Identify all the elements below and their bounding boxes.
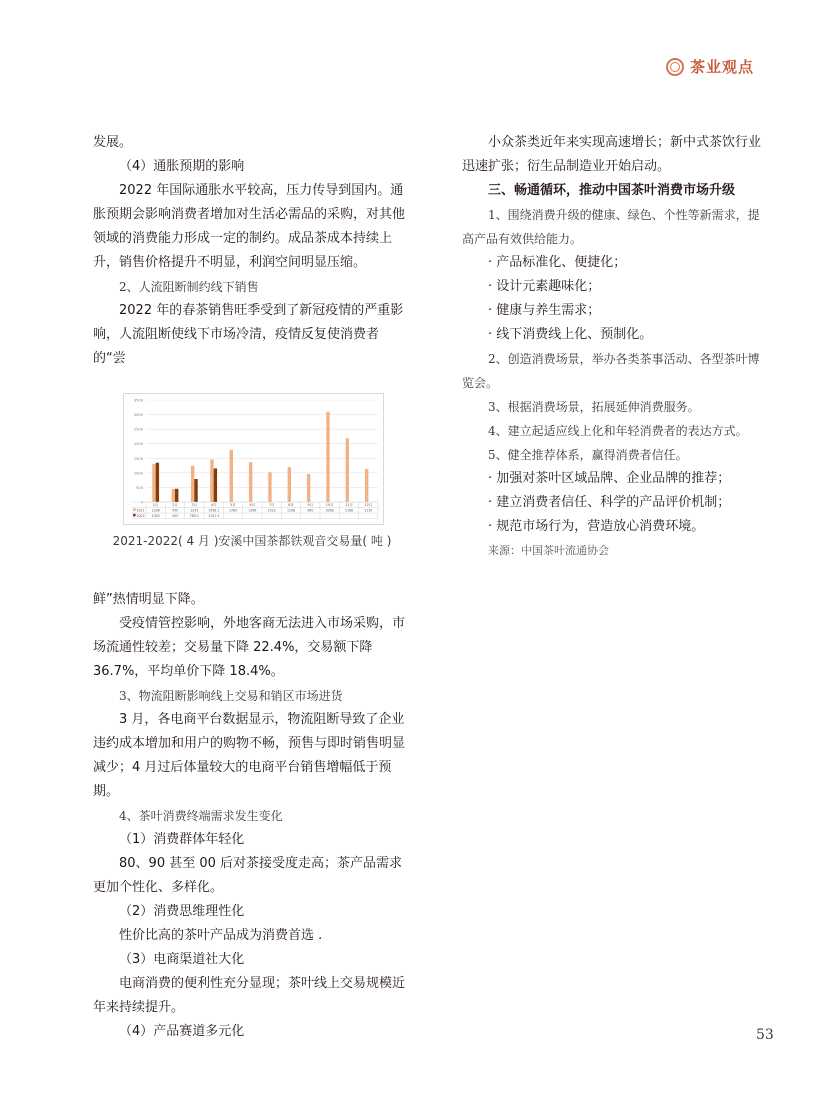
y-tick-label: 3500 [133, 398, 143, 403]
x-tick-label: 12月 [364, 503, 373, 507]
paragraph: （4）通胀预期的影响 [119, 159, 245, 174]
left-column-top [93, 131, 411, 371]
bar-2021-9月 [307, 474, 310, 502]
left-column-bottom [93, 588, 411, 1044]
paragraph: 2022 年国际通胀水平较高，压力传导到国内。通胀预期会影响消费者增加对生活必需品的采购，对其他领域的消费能力形成一定的制约。成品茶成本持续上升，销售价格提升不明显，利润空间明显压缩。 [93, 183, 406, 270]
bar-2022-2月 [175, 489, 178, 502]
bar-2021-11月 [346, 438, 349, 502]
data-table-cell: 1022 [267, 508, 276, 513]
bar-2021-7月 [268, 472, 271, 502]
data-table-cell: 1366 [248, 508, 257, 513]
bar-2021-5月 [230, 450, 233, 502]
y-tick-label: 2000 [133, 442, 143, 447]
legend-swatch [133, 508, 136, 511]
data-table-cell: 453 [171, 514, 179, 518]
x-tick-label: 3月 [191, 503, 198, 507]
paragraph: 80、90 甚至 00 后对茶接受度走高；茶产品需求更加个性化、多样化。 [93, 856, 403, 895]
paragraph: · 线下消费线上化、预制化。 [488, 327, 653, 342]
bar-2021-2月 [172, 489, 175, 502]
bar-2021-8月 [288, 467, 291, 502]
bar-2021-1月 [152, 464, 155, 502]
y-tick-label: 500 [136, 485, 143, 490]
paragraph: 鲜”热情明显下降。 [93, 592, 204, 607]
section-title: 茶业观点 [690, 58, 755, 76]
bar-2022-3月 [194, 479, 197, 502]
paragraph: 5、健全推荐体系，赢得消费者信任。 [488, 448, 688, 462]
paragraph: 受疫情管控影响，外地客商无法进入市场采购，市场流通性较差；交易量下降 22.4%，交易额下降 36.7%，平均单价下降 18.4%。 [93, 616, 406, 679]
x-tick-label: 2月 [172, 503, 178, 507]
data-table-cell: 960 [307, 508, 314, 513]
bar-2021-10月 [326, 412, 329, 502]
x-tick-label: 4月 [210, 503, 217, 507]
paragraph: 三、畅通循环，推动中国茶叶消费市场升级 [488, 183, 736, 198]
bar-2021-12月 [365, 469, 368, 502]
data-table-cell: 2186 [344, 508, 354, 513]
paragraph: · 产品标准化、便捷化； [488, 255, 627, 270]
y-tick-label: 2500 [133, 427, 143, 432]
paragraph: 4、建立起适应线上化和年轻消费者的表达方式。 [488, 424, 748, 438]
paragraph: 发展。 [93, 135, 133, 150]
data-table-cell: 1298 [151, 508, 160, 513]
bar-2022-1月 [156, 463, 159, 502]
paragraph: 3、物流阻断影响线上交易和销区市场进货 [119, 689, 343, 703]
paragraph: （4）产品赛道多元化 [119, 1024, 245, 1039]
data-table-cell: 1130 [364, 508, 373, 513]
tea-logo-icon [666, 58, 684, 76]
paragraph: 2、人流阻断制约线下销售 [119, 280, 259, 294]
page-number: 53 [756, 1027, 774, 1043]
paragraph: · 设计元素趣味化； [488, 279, 601, 294]
data-table-cell: 3098 [325, 508, 334, 513]
paragraph: （2）消费思维理性化 [119, 904, 245, 919]
paragraph: 小众茶类近年来实现高速增长；新中式茶饮行业迅速扩张；衍生品制造业开始启动。 [462, 135, 762, 174]
x-tick-label: 6月 [249, 503, 256, 507]
paragraph: 2022 年的春茶销售旺季受到了新冠疫情的严重影响，人流阻断使线下市场冷清，疫情反复使消费者的“尝 [93, 303, 404, 366]
data-table-cell: 1241 [190, 508, 199, 513]
paragraph: 3 月，各电商平台数据显示，物流阻断导致了企业违约成本增加和用户的购物不畅，预售与即时销售明显减少；4 月过后体量较大的电商平台销售增幅低于预期。 [93, 712, 406, 799]
paragraph: （3）电商渠道社大化 [119, 952, 245, 967]
x-tick-label: 10月 [325, 503, 334, 507]
legend-label: 2021 [136, 508, 145, 513]
data-table-cell: 1458.1 [208, 508, 220, 513]
trade-volume-chart [123, 393, 384, 525]
x-tick-label: 11月 [345, 503, 353, 507]
y-tick-label: 3000 [133, 413, 143, 418]
page-header [666, 56, 754, 77]
paragraph: · 规范市场行为，营造放心消费环境。 [488, 519, 705, 534]
paragraph: 2、创造消费场景，举办各类茶事活动、各型茶叶博览会。 [462, 352, 760, 390]
paragraph: · 建立消费者信任、科学的产品评价机制； [488, 495, 731, 510]
x-tick-label: 1月 [152, 503, 159, 507]
x-tick-label: 9月 [307, 503, 314, 507]
legend-swatch [133, 514, 136, 517]
data-table-cell: 1350 [151, 514, 160, 518]
y-tick-label: 1500 [133, 456, 143, 461]
data-table-cell: 789.1 [189, 514, 199, 518]
y-tick-label: 0 [140, 500, 143, 505]
bar-2022-4月 [214, 468, 217, 502]
bar-2021-3月 [191, 466, 194, 502]
data-table-cell: 450 [171, 508, 179, 513]
data-table-cell: 1198 [286, 508, 296, 513]
paragraph: · 健康与养生需求； [488, 303, 601, 318]
paragraph: 1、围绕消费升级的健康、绿色、个性等新需求，提高产品有效供给能力。 [462, 208, 760, 246]
paragraph: 来源：中国茶叶流通协会 [488, 544, 609, 557]
chart-caption: 2021-2022( 4 月 )安溪中国茶都铁观音交易量( 吨 ) [112, 534, 392, 548]
y-tick-label: 1000 [133, 471, 143, 476]
data-table-cell: 1789 [228, 508, 238, 513]
legend-label: 2022 [136, 514, 145, 518]
paragraph: · 加强对茶叶区域品牌、企业品牌的推荐； [488, 471, 731, 486]
data-table-cell: 1151.3 [208, 514, 220, 518]
paragraph: 电商消费的便利性充分显现；茶叶线上交易规模近年来持续提升。 [93, 976, 406, 1015]
x-tick-label: 8月 [288, 503, 294, 507]
bar-2021-4月 [210, 460, 213, 502]
paragraph: 4、茶叶消费终端需求发生变化 [119, 809, 283, 823]
paragraph: （1）消费群体年轻化 [119, 832, 245, 847]
chart-svg [124, 394, 383, 524]
bar-2021-6月 [249, 462, 252, 502]
paragraph: 3、根据消费场景，拓展延伸消费服务。 [488, 400, 700, 414]
x-tick-label: 7月 [268, 503, 275, 507]
x-tick-label: 5月 [230, 503, 236, 507]
right-column [462, 131, 762, 563]
paragraph: 性价比高的茶叶产品成为消费首选 . [119, 928, 323, 943]
